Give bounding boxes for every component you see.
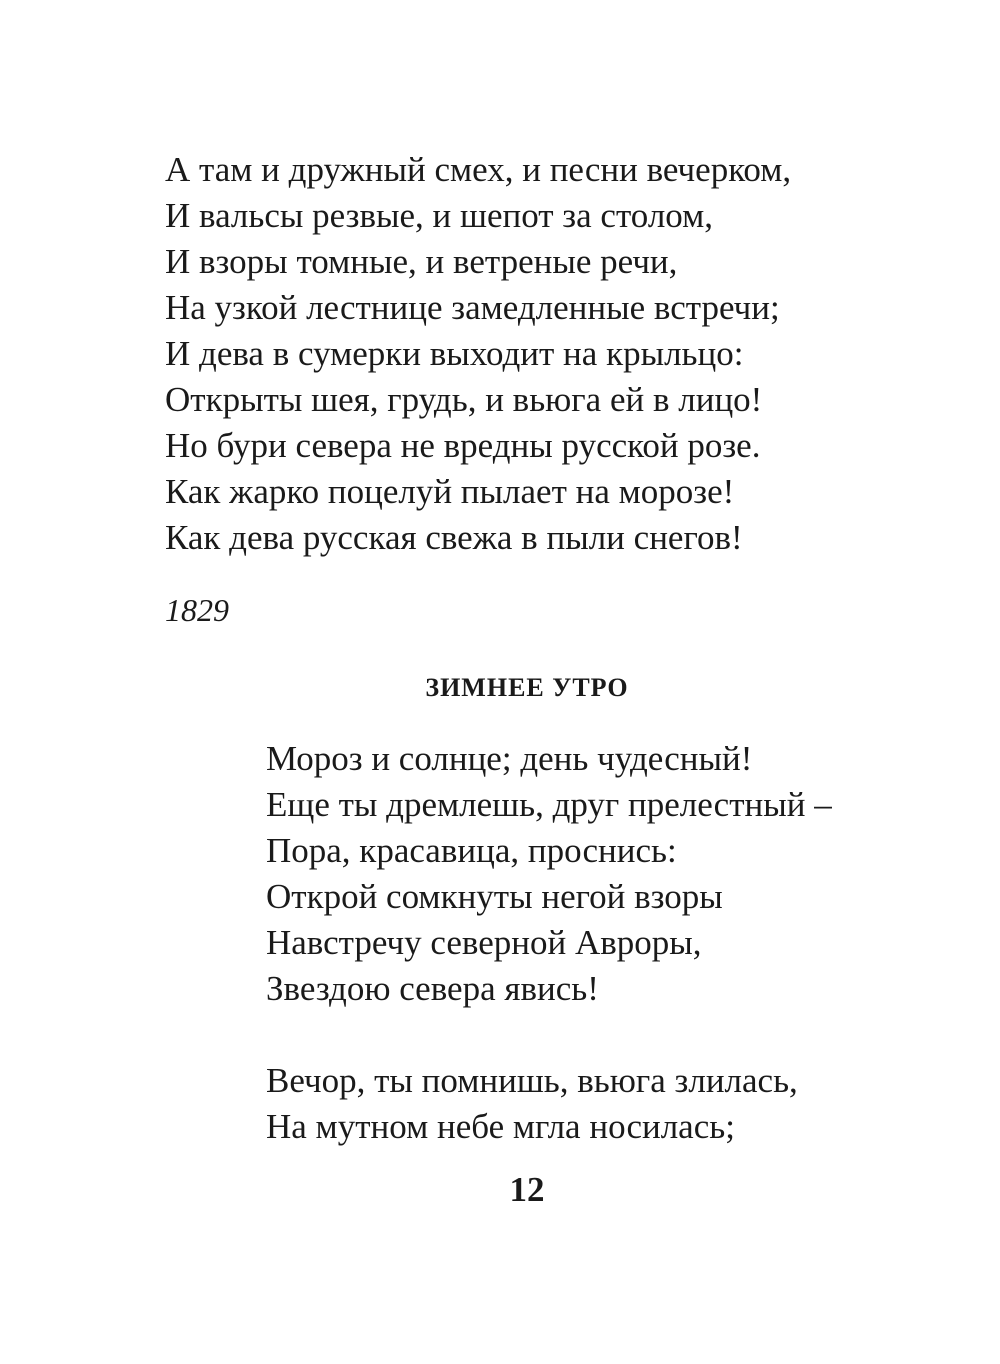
- poem-line: На мутном небе мгла носилась;: [266, 1107, 735, 1146]
- poem-line: Еще ты дремлешь, друг прелестный –: [266, 785, 832, 824]
- poem-line: Звездою севера явись!: [266, 969, 599, 1008]
- previous-poem-ending: [165, 147, 965, 561]
- poem-line: Как дева русская свежа в пыли снегов!: [165, 518, 743, 557]
- poem-line: Мороз и солнце; день чудесный!: [266, 739, 753, 778]
- page-number: 12: [509, 1170, 545, 1209]
- poem-line: Вечор, ты помнишь, вьюга злилась,: [266, 1061, 798, 1100]
- poem-line: Навстречу северной Авроры,: [266, 923, 702, 962]
- poem-line: Но бури севера не вредны русской розе.: [165, 426, 761, 465]
- poem-line: И вальсы резвые, и шепот за столом,: [165, 196, 714, 235]
- stanza-2: [266, 1058, 966, 1150]
- poem-line: И взоры томные, и ветреные речи,: [165, 242, 678, 281]
- poem-line: На узкой лестнице замедленные встречи;: [165, 288, 780, 327]
- poem-title: ЗИМНЕЕ УТРО: [425, 673, 629, 702]
- poem-line: А там и дружный смех, и песни вечерком,: [165, 150, 792, 189]
- poem-line: Пора, красавица, проснись:: [266, 831, 677, 870]
- poem-line: Как жарко поцелуй пылает на морозе!: [165, 472, 735, 511]
- poem-line: И дева в сумерки выходит на крыльцо:: [165, 334, 744, 373]
- poem-line: Открыты шея, грудь, и вьюга ей в лицо!: [165, 380, 763, 419]
- poem-year: 1829: [165, 592, 229, 628]
- stanza-1: [266, 736, 966, 1012]
- poem-line: Открой сомкнуты негой взоры: [266, 877, 723, 916]
